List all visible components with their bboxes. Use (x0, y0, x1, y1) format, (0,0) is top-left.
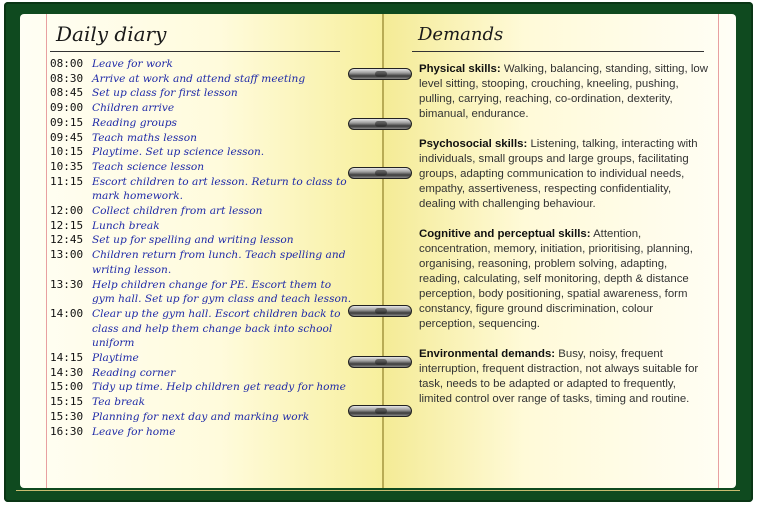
entry-text: Collect children from art lesson (92, 205, 263, 218)
daily-diary-title-underline (50, 51, 340, 52)
entry-text: Lunch break (92, 219, 160, 232)
binder-ring (348, 305, 412, 317)
diary-entry (50, 160, 355, 175)
entry-text: Leave for work (92, 58, 173, 70)
diary-entry (50, 175, 355, 204)
section-text: Walking, balancing, standing, sitting, low level sitting, stooping, crouching, kneeling, pushing, pulling, carrying, reaching, co-ordination, dexterity, bimanual, endurance. (419, 63, 708, 120)
entry-text: Tea break (92, 396, 146, 409)
entry-text: Clear up the gym hall. Escort children back to class and help them change back into school uniform (92, 307, 341, 350)
diary-entry (50, 425, 355, 440)
diary-entry (50, 57, 355, 72)
binder-ring (348, 68, 412, 80)
diary-entry (50, 395, 355, 410)
entry-time: 12:00 (50, 204, 84, 218)
binder-ring (348, 356, 412, 368)
entry-time: 14:15 (50, 351, 84, 365)
entry-text: Leave for home (92, 425, 176, 438)
environmental-demands-section (419, 347, 711, 407)
demands-list (419, 62, 711, 422)
entry-text: Teach science lesson (92, 160, 205, 173)
entry-time: 09:00 (50, 101, 84, 115)
cognitive-perceptual-skills-section (419, 227, 711, 332)
diary-entry (50, 307, 355, 351)
diary-entry (50, 101, 355, 116)
entry-text: Set up for spelling and writing lesson (92, 234, 294, 247)
entry-time: 09:45 (50, 130, 84, 144)
entry-text: Playtime. Set up science lesson. (92, 146, 265, 159)
entry-time: 08:45 (50, 86, 84, 100)
diary-entry (50, 204, 355, 219)
entry-time: 14:00 (50, 306, 84, 320)
section-heading: Cognitive and perceptual skills: (419, 228, 591, 240)
entry-text: Escort children to art lesson. Return to class to mark homework. (92, 175, 347, 203)
diary-entry (50, 233, 355, 248)
entry-time: 12:45 (50, 233, 84, 247)
entry-time: 11:15 (50, 174, 84, 188)
entry-time: 13:00 (50, 248, 84, 262)
psychosocial-skills-section (419, 137, 711, 212)
section-text: Busy, noisy, frequent interruption, frequent distraction, not always suitable for task, needs to be adapted or adapted to frequently, limited control over range of tasks, timing and routine. (419, 348, 699, 405)
demands-title: Demands (418, 24, 504, 45)
entry-time: 13:30 (50, 277, 84, 291)
daily-diary-title: Daily diary (56, 22, 167, 46)
entry-time: 10:15 (50, 145, 84, 159)
section-text: Attention, concentration, memory, initiation, prioritising, planning, organising, reasoning, problem solving, adapting, reading, calculating, self monitoring, depth & distance perception, body positioning, spatial awareness, form constancy, figure ground discrimination, colour perception, sequencing. (419, 228, 693, 330)
entry-text: Arrive at work and attend staff meeting (92, 72, 306, 85)
diary-entry (50, 278, 355, 307)
binder-ring (348, 167, 412, 179)
entry-time: 10:35 (50, 159, 84, 173)
entry-text: Children return from lunch. Teach spelling and writing lesson. (92, 249, 346, 276)
demands-title-underline (412, 51, 704, 52)
diary-entry (50, 86, 355, 101)
entry-text: Reading corner (92, 366, 176, 379)
diary-entry (50, 131, 355, 146)
diary-entry (50, 248, 355, 277)
section-heading: Psychosocial skills: (419, 138, 528, 150)
entry-text: Tidy up time. Help children get ready for home (92, 381, 346, 394)
entry-time: 15:15 (50, 395, 84, 409)
binder-ring (348, 118, 412, 130)
section-heading: Physical skills: (419, 63, 501, 75)
diary-entry (50, 219, 355, 234)
entry-time: 08:00 (50, 57, 84, 70)
section-heading: Environmental demands: (419, 348, 556, 360)
diary-entry (50, 145, 355, 160)
physical-skills-section (419, 62, 711, 122)
entry-time: 08:30 (50, 71, 84, 85)
diary-entry (50, 380, 355, 395)
entry-time: 15:30 (50, 409, 84, 423)
entry-text: Reading groups (92, 116, 177, 129)
entry-text: Set up class for first lesson (92, 87, 238, 100)
left-margin-line (46, 14, 47, 488)
entry-time: 12:15 (50, 218, 84, 232)
entry-text: Playtime (92, 352, 139, 365)
diary-entry (50, 410, 355, 425)
diary-entry (50, 116, 355, 131)
diary-entry (50, 72, 355, 87)
entry-time: 16:30 (50, 424, 84, 438)
diary-entry (50, 351, 355, 366)
entry-time: 09:15 (50, 115, 84, 129)
entry-text: Children arrive (92, 102, 175, 115)
diary-entry (50, 366, 355, 381)
entry-time: 14:30 (50, 365, 84, 379)
diary-entry-list (50, 57, 355, 439)
entry-text: Teach maths lesson (92, 131, 197, 144)
binder-ring (348, 405, 412, 417)
section-text: Listening, talking, interacting with individuals, small groups and large groups, facilitating groups, adapting communication to individual needs, empathy, assertiveness, respecting confidentiality, dealing with challenging behaviour. (419, 138, 698, 210)
right-margin-line (718, 14, 719, 488)
entry-text: Help children change for PE. Escort them to gym hall. Set up for gym class and teach lesson. (92, 278, 352, 306)
entry-time: 15:00 (50, 380, 84, 394)
entry-text: Planning for next day and marking work (92, 410, 310, 423)
